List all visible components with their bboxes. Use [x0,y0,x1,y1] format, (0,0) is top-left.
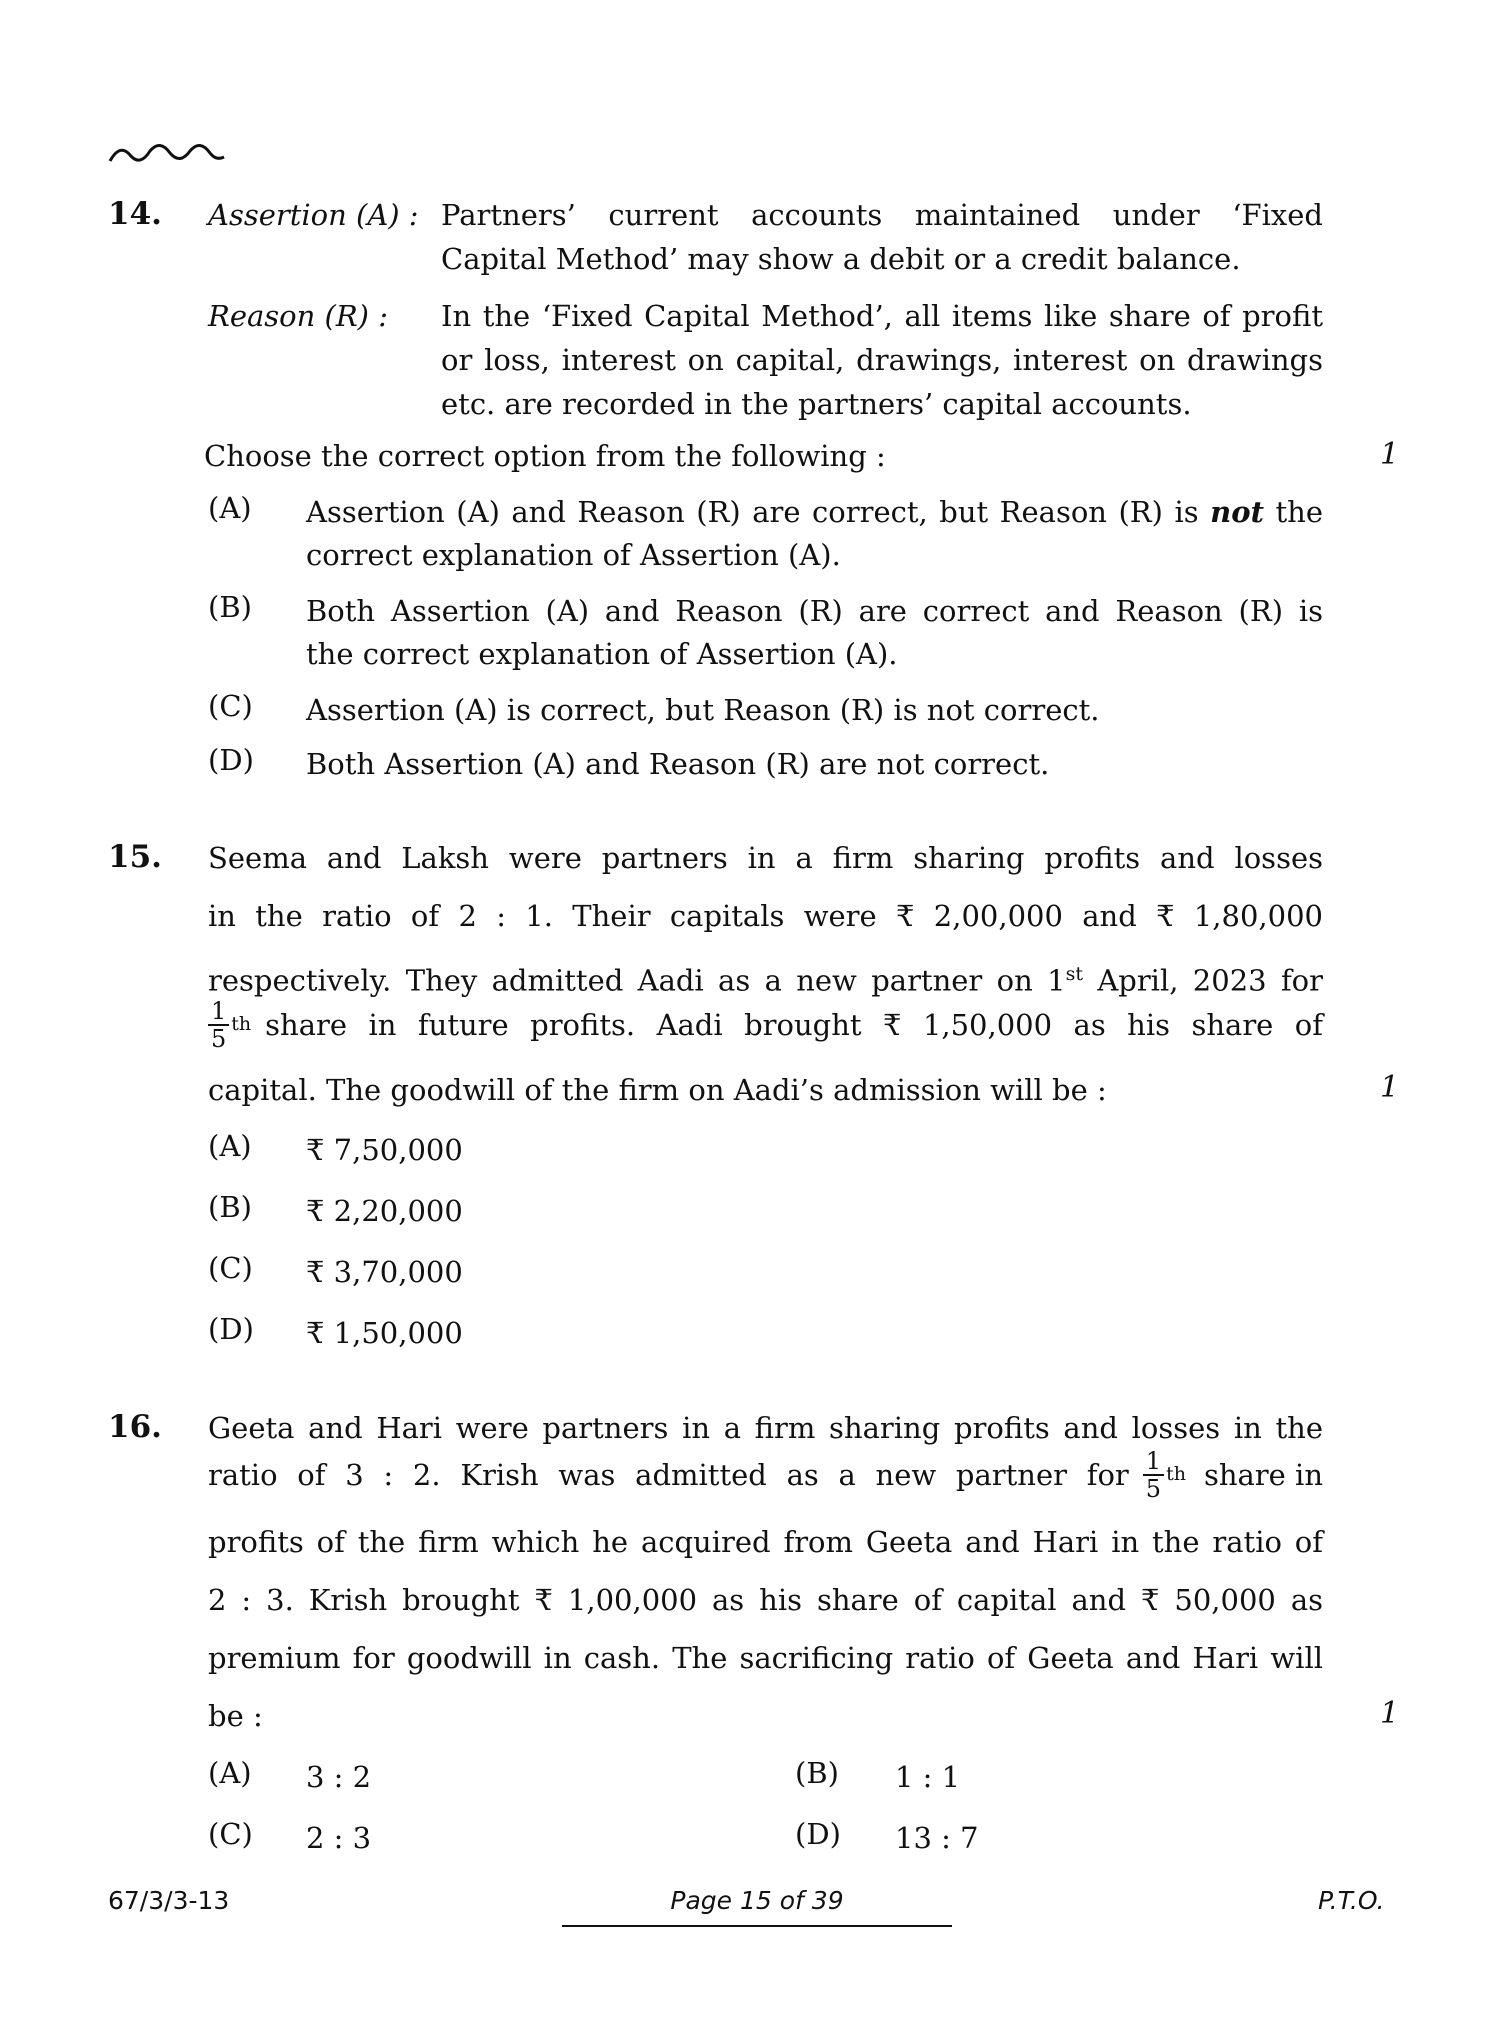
option-text: Both Assertion (A) and Reason (R) are not correct. [306,747,1050,781]
option-letter: (B) [208,590,252,624]
option-text: 1 : 1 [895,1760,961,1794]
option-letter: (B) [795,1756,839,1790]
option-letter: (D) [208,743,254,777]
option-letter: (A) [208,491,252,525]
option-text: the correct explanation of Assertion (A). [306,637,898,671]
assertion-line: Partners’ current accounts maintained under ‘Fixed [441,198,1323,232]
question-number: 15. [108,839,162,875]
reason-label: Reason (R) : [208,299,388,333]
question-line: premium for goodwill in cash. The sacrificing ratio of Geeta and Hari will [208,1641,1323,1675]
question-line: in the ratio of 2 : 1. Their capitals were ₹ 2,00,000 and ₹ 1,80,000 [208,899,1323,933]
option-text: ₹ 3,70,000 [306,1255,463,1289]
option-letter: (C) [208,1817,253,1851]
question-number: 14. [108,196,162,232]
option-text: ₹ 2,20,000 [306,1194,463,1228]
squiggle-mark-icon [108,135,226,169]
question-line: 2 : 3. Krish brought ₹ 1,00,000 as his share of capital and ₹ 50,000 as [208,1583,1323,1617]
option-text: ₹ 7,50,000 [306,1133,463,1167]
option-text: 2 : 3 [306,1821,372,1855]
marks: 1 [1380,1696,1400,1731]
question-line: be : [208,1699,263,1733]
option-text: Assertion (A) is correct, but Reason (R) is not correct. [306,693,1100,727]
page-number: Page 15 of 39 [670,1886,844,1915]
option-text: correct explanation of Assertion (A). [306,538,841,572]
option-letter: (A) [208,1756,252,1790]
paper-code: 67/3/3-13 [108,1886,230,1915]
option-text: 3 : 2 [306,1760,372,1794]
question-number: 16. [108,1409,162,1445]
option-letter: (C) [208,1251,253,1285]
pto-label: P.T.O. [1318,1886,1385,1915]
question-line: profits of the firm which he acquired from Geeta and Hari in the ratio of [208,1525,1323,1559]
option-letter: (D) [795,1817,841,1851]
question-prompt: Choose the correct option from the following : [204,439,886,473]
reason-line: In the ‘Fixed Capital Method’, all items like share of profit [441,299,1323,333]
option-letter: (D) [208,1312,254,1346]
option-text: Assertion (A) and Reason (R) are correct, but Reason (R) is not the [306,495,1323,529]
option-text: 13 : 7 [895,1821,979,1855]
question-line: Geeta and Hari were partners in a firm sharing profits and losses in the [208,1411,1323,1445]
marks: 1 [1380,437,1400,472]
question-line: $\frac{1}{5}$ th share in future profits. Aadi brought ₹ 1,50,000 as his share of [208,998,1323,1052]
reason-line: or loss, interest on capital, drawings, interest on drawings [441,343,1323,377]
question-line: capital. The goodwill of the firm on Aadi’s admission will be : [208,1073,1107,1107]
question-line: Seema and Laksh were partners in a firm sharing profits and losses [208,841,1323,875]
option-text: Both Assertion (A) and Reason (R) are correct and Reason (R) is [306,594,1323,628]
fraction: $\frac{1}{5}$ [1143,1448,1164,1502]
assertion-line: Capital Method’ may show a debit or a credit balance. [441,242,1241,276]
assertion-label: Assertion (A) : [208,198,419,232]
footer-underline [562,1925,952,1927]
option-letter: (A) [208,1129,252,1163]
fraction: $\frac{1}{5}$ [208,998,229,1052]
option-letter: (B) [208,1190,252,1224]
question-line: respectively. They admitted Aadi as a new partner on 1st April, 2023 for [208,963,1324,998]
option-letter: (C) [208,689,253,723]
marks: 1 [1380,1070,1400,1105]
reason-line: etc. are recorded in the partners’ capital accounts. [441,387,1192,421]
option-text: ₹ 1,50,000 [306,1316,463,1350]
question-line: ratio of 3 : 2. Krish was admitted as a new partner for $\frac{1}{5}$ th share in [208,1447,1323,1503]
